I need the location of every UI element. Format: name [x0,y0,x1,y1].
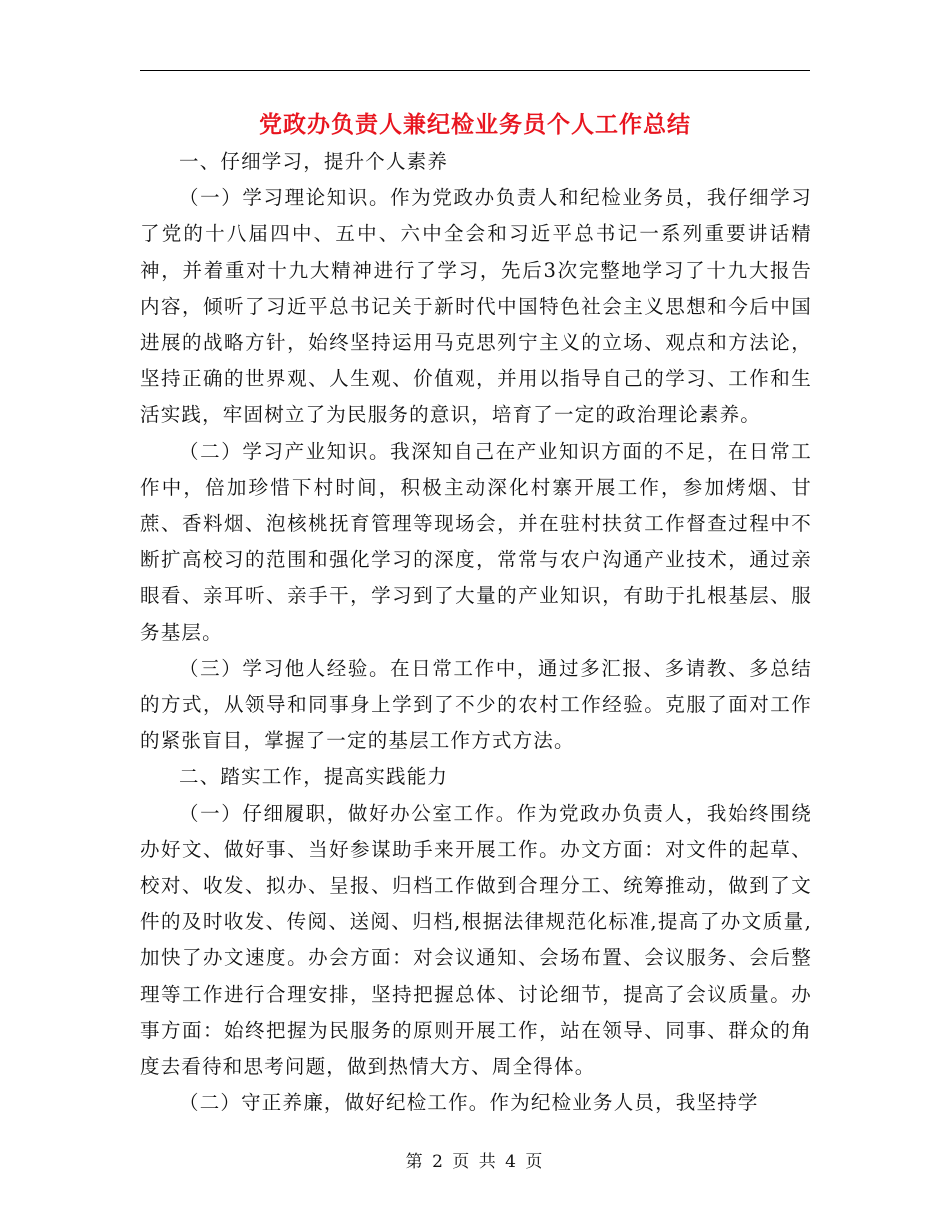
document-body [140,144,812,1121]
section-heading-2: 二、踏实工作，提高实践能力 [179,765,449,789]
page-number-footer: 第 2 页 共 4 页 [405,1152,545,1172]
header-rule [140,70,810,71]
section-heading-1: 一、仔细学习，提升个人素养 [179,150,449,173]
paragraph-office-work: （一）仔细履职，做好办公室工作。作为党政办负责人，我始终围绕办好文、做好事、当好参谋助手来开展工作。办文方面：对文件的起草、校对、收发、拟办、呈报、归档工作做到合理分工、统筹推动，做到了文件的及时收发、传阅、送阅、归档,根据法律规范化标准,提高了办文质量,加快了办文速度。办会方面：对会议通知、会场布置、会议服务、会后整理等工作进行合理安排，坚持把握总体、讨论细节，提高了会议质量。办事方面：始终把握为民服务的原则开展工作，站在领导、同事、群众的角度去看待和思考问题，做到热情大方、周全得体。 [140,801,812,1079]
paragraph-discipline-work: （二）守正养廉，做好纪检工作。作为纪检业务人员，我坚持学 [179,1091,759,1115]
paragraph-industry-study: （二）学习产业知识。我深知自己在产业知识方面的不足，在日常工作中，倍加珍惜下村时间，积极主动深化村寨开展工作，参加烤烟、甘蔗、香料烟、泡核桃抚育管理等现场会，并在驻村扶贫工作督查过程中不断扩高校习的范围和强化学习的深度，常常与农户沟通产业技术，通过亲眼看、亲耳听、亲手干，学习到了大量的产业知识，有助于扎根基层、服务基层。 [140,439,812,644]
paragraph-experience-study: （三）学习他人经验。在日常工作中，通过多汇报、多请教、多总结的方式，从领导和同事身上学到了不少的农村工作经验。克服了面对工作的紧张盲目，掌握了一定的基层工作方式方法。 [140,656,812,753]
document-title: 党政办负责人兼纪检业务员个人工作总结 [259,111,691,138]
paragraph-theory-study: （一）学习理论知识。作为党政办负责人和纪检业务员，我仔细学习了党的十八届四中、五中、六中全会和习近平总书记一系列重要讲话精神，并着重对十九大精神进行了学习，先后3次完整地学习了十九大报告内容，倾听了习近平总书记关于新时代中国特色社会主义思想和今后中国进展的战略方针，始终坚持运用马克思列宁主义的立场、观点和方法论，坚持正确的世界观、人生观、价值观，并用以指导自己的学习、工作和生活实践，牢固树立了为民服务的意识，培育了一定的政治理论素养。 [140,186,812,427]
